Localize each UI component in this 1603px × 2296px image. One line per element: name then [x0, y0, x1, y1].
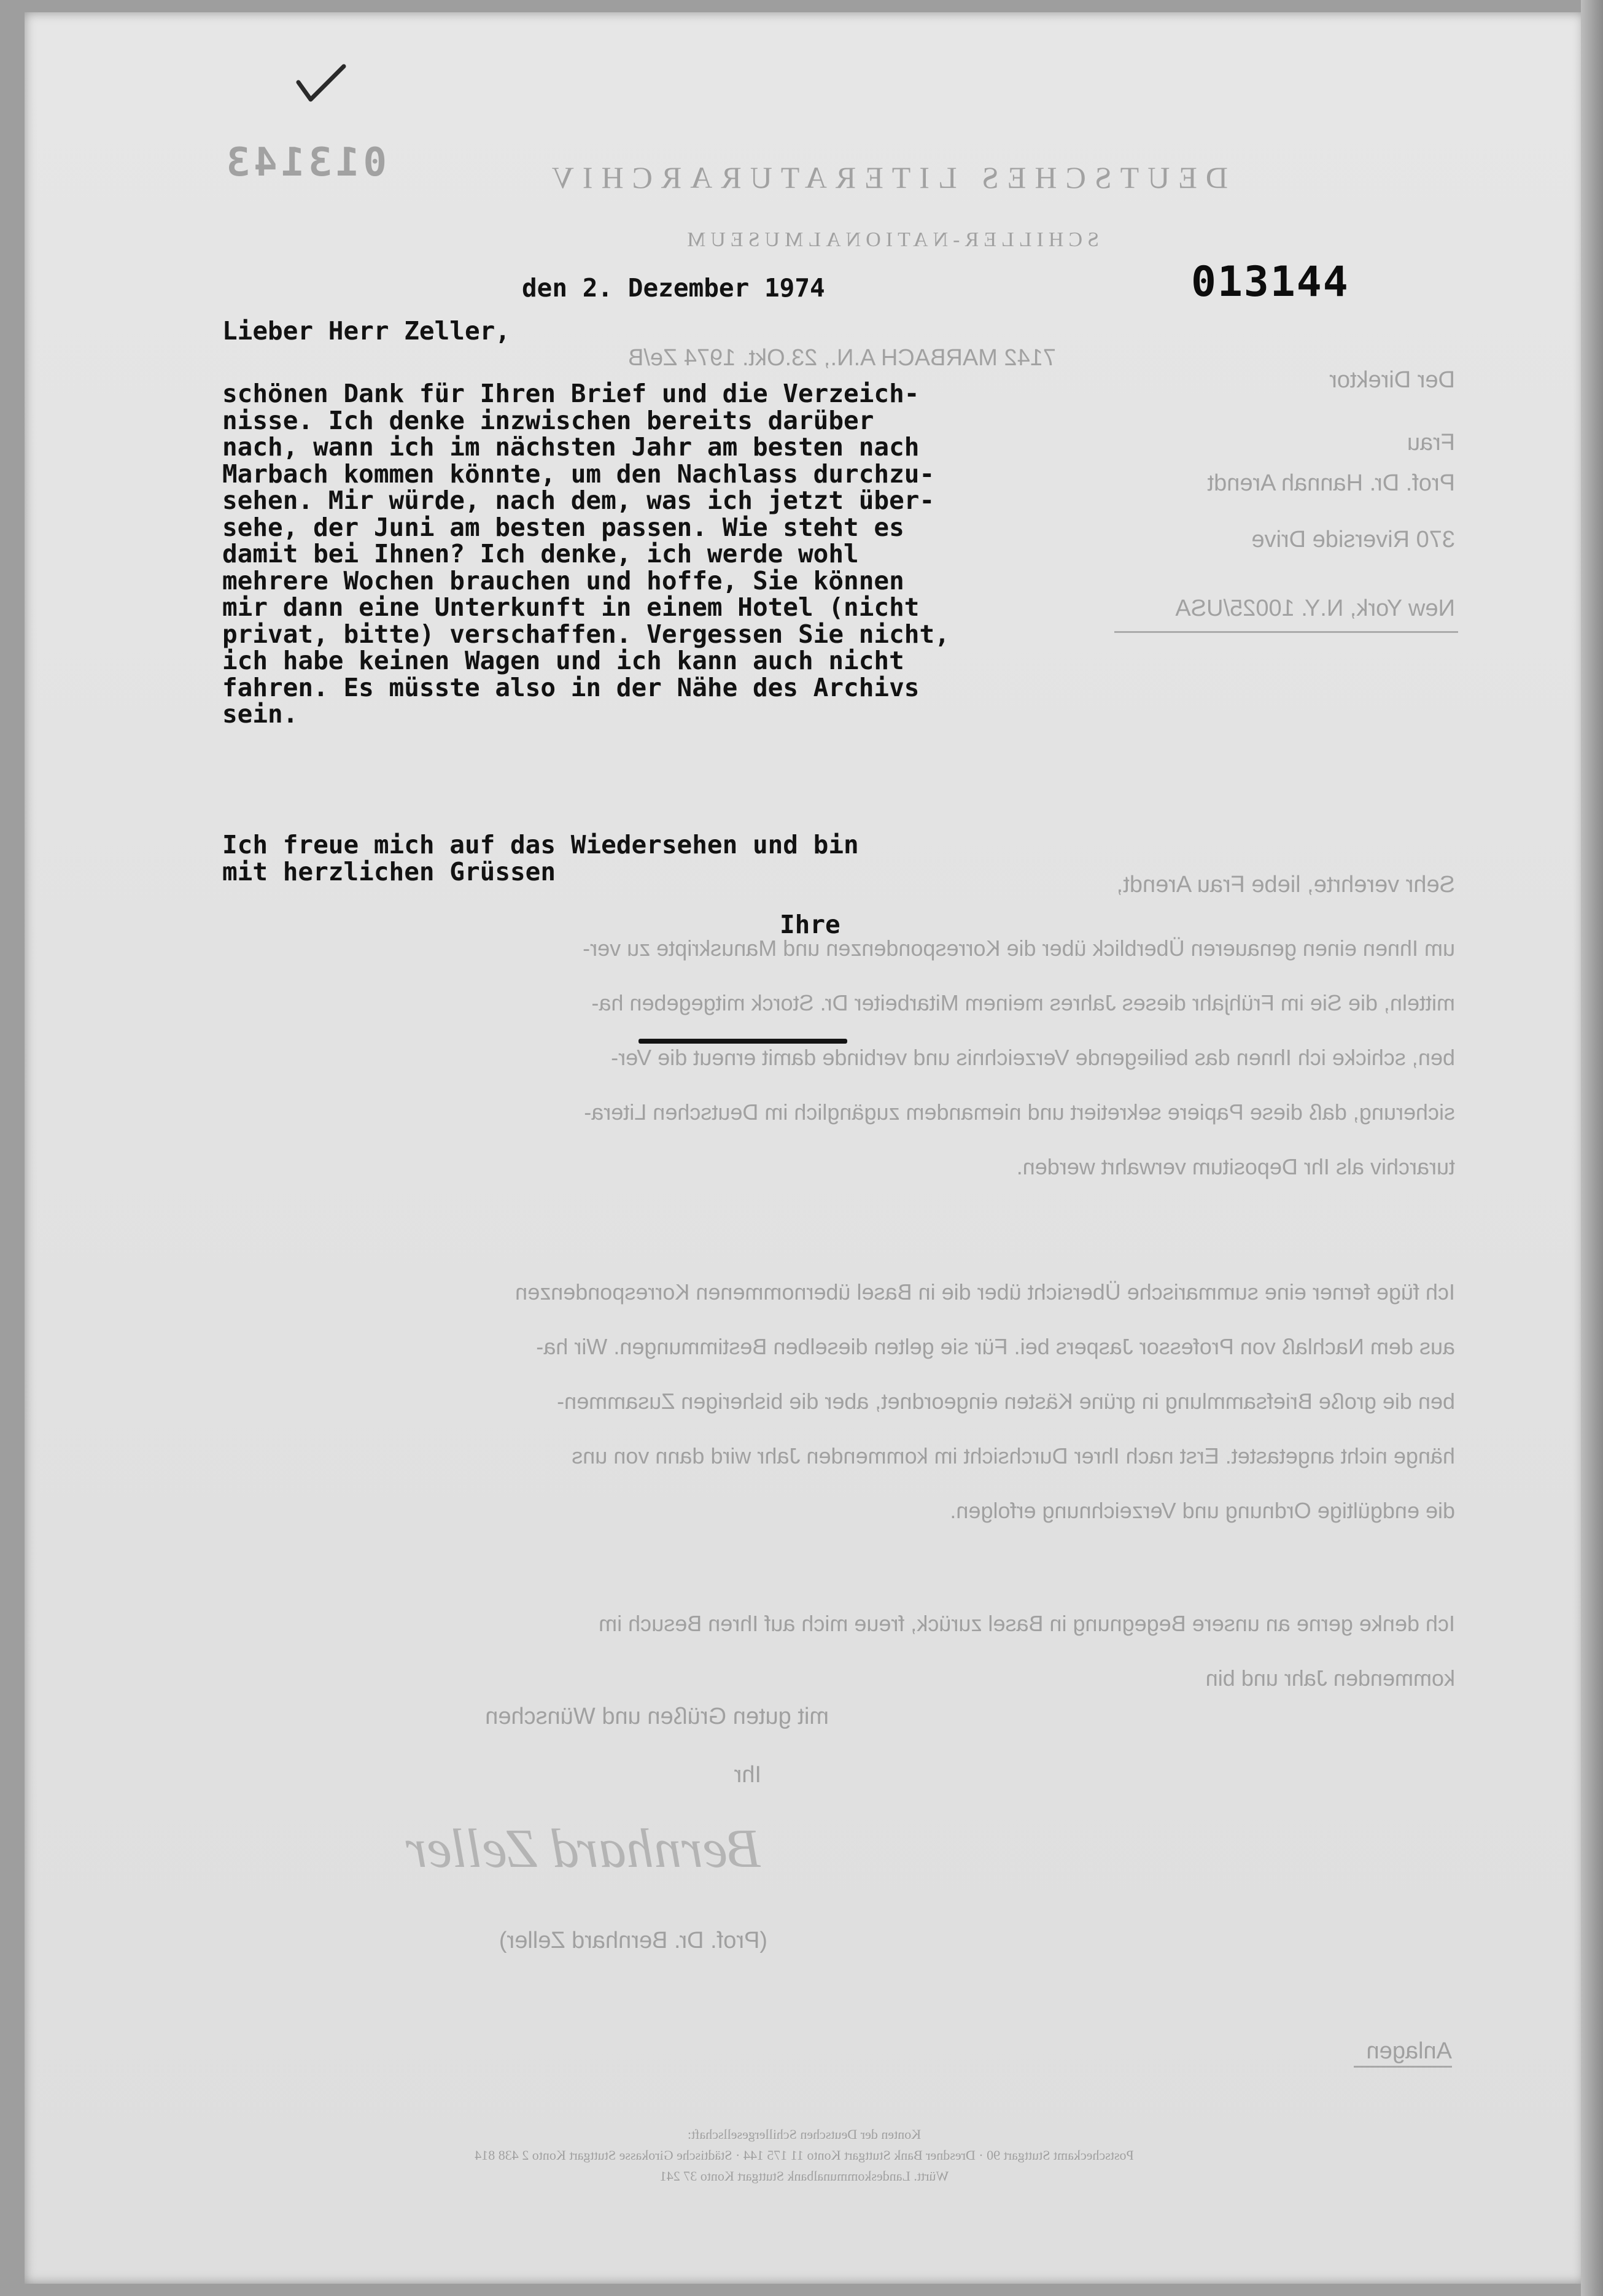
reverse-address-line: Prof. Dr. Hannah Arendt [1207, 470, 1455, 496]
letter-body [222, 381, 950, 728]
reverse-body-line: ben, schicke ich Ihnen das beiliegende Verzeichnis und verbinde damit erneut die Ver- [611, 1045, 1455, 1070]
reverse-body-line: kommenden Jahr und bin [1205, 1666, 1455, 1691]
body-line: schönen Dank für Ihren Brief und die Verzeich- [222, 379, 920, 408]
letter-salutation: Lieber Herr Zeller, [222, 316, 510, 346]
body-line: fahren. Es müsste also in der Nähe des Archivs [222, 672, 920, 702]
reverse-address-line: Frau [1407, 430, 1455, 456]
reverse-greeting: mit guten Grüßen und Wünschen [485, 1704, 829, 1729]
reverse-body-line: aus dem Nachlaß von Professor Jaspers bei. Für sie gelten dieselben Bestimmungen. Wir ha- [536, 1334, 1455, 1359]
reverse-footer-line: Postscheckamt Stuttgart 90 · Dresdner Bank Stuttgart Konto 11 175 144 · Städtische Girokasse Stuttgart Konto 2 438 814 [475, 2147, 1134, 2163]
body-line: nisse. Ich denke inzwischen bereits darüber [222, 405, 874, 435]
reverse-address-line: New York, N.Y. 10025/USA [1175, 595, 1455, 621]
closing-line: Ich freue mich auf das Wiedersehen und bin [222, 830, 859, 859]
reverse-sender: Der Direktor [1329, 367, 1455, 393]
body-line: damit bei Ihnen? Ich denke, ich werde wohl [222, 539, 859, 568]
document-number: 013144 [1191, 258, 1349, 306]
body-line: sein. [222, 699, 298, 729]
reverse-body-line: turarchiv als Ihr Depositum verwahrt werden. [1016, 1154, 1455, 1179]
reverse-body-line: hänge nicht angetastet. Erst nach Ihrer Durchsicht im kommenden Jahr wird dann von uns [572, 1443, 1455, 1468]
reverse-signature: Bernhard Zeller [405, 1818, 761, 1879]
reverse-footer-line: Württ. Landeskommunalbank Stuttgart Konto 37 241 [659, 2168, 949, 2184]
reverse-doc-number: 013143 [222, 140, 387, 185]
reverse-footer-line: Konten der Deutschen Schillergesellschaft: [687, 2127, 922, 2142]
reverse-greeting-2: Ihr [734, 1762, 761, 1788]
letter-date: den 2. Dezember 1974 [522, 273, 825, 303]
body-line: privat, bitte) verschaffen. Vergessen Sie nicht, [222, 619, 950, 649]
signature-line [638, 1039, 847, 1044]
closing-line: mit herzlichen Grüssen [222, 856, 556, 886]
reverse-place-date: 7142 MARBACH A.N., 23.Okt. 1974 Ze/B [628, 345, 1056, 371]
body-line: mehrere Wochen brauchen und hoffe, Sie können [222, 565, 904, 595]
reverse-signer: (Prof. Dr. Bernhard Zeller) [499, 1928, 767, 1953]
body-line: Marbach kommen könnte, um den Nachlass durchzu- [222, 459, 935, 489]
body-line: sehen. Mir würde, nach dem, was ich jetzt über- [222, 486, 935, 515]
reverse-address-line: 370 Riverside Drive [1251, 527, 1455, 553]
letter-sign-off: Ihre [780, 910, 840, 939]
body-line: sehe, der Juni am besten passen. Wie steht es [222, 512, 904, 542]
reverse-body-line: ben die große Briefsammlung in grüne Kästen eingeordnet, aber die bisherigen Zusammen- [557, 1389, 1455, 1414]
body-line: mir dann eine Unterkunft in einem Hotel (nicht [222, 592, 920, 622]
letter-front [25, 12, 1584, 2284]
letter-closing [222, 832, 859, 885]
letter-sheet [25, 12, 1584, 2284]
scan-edge [1581, 0, 1603, 2296]
reverse-body-line: die endgültige Ordnung und Verzeichnung erfolgen. [950, 1498, 1455, 1523]
reverse-letterhead-sub: SCHILLER-NATIONALMUSEUM [682, 228, 1099, 251]
reverse-body-line: Ich denke gerne an unsere Begegnung in Basel zurück, freue mich auf Ihren Besuch im [599, 1611, 1455, 1636]
reverse-body-line: mitteln, die Sie im Frühjahr dieses Jahres meinem Mitarbeiter Dr. Storck mitgegeben ha- [591, 990, 1455, 1015]
reverse-body-line: um Ihnen einen genaueren Überblick über die Korrespondenzen und Manuskripte zu ver- [583, 936, 1455, 961]
reverse-body-line: sicherung, daß diese Papiere sekretiert und niemandem zugänglich im Deutschen Litera- [584, 1100, 1455, 1125]
reverse-enclosure: Anlagen [1366, 2038, 1452, 2064]
reverse-salutation: Sehr verehrte, liebe Frau Arendt, [1116, 872, 1455, 898]
body-line: ich habe keinen Wagen und ich kann auch nicht [222, 646, 904, 675]
reverse-body-line: Ich füge ferner eine summarische Übersicht über die in Basel übernommenen Korrespondenzen [515, 1279, 1455, 1305]
reverse-letterhead: DEUTSCHES LITERATURARCHIV [543, 160, 1228, 195]
body-line: nach, wann ich im nächsten Jahr am besten nach [222, 432, 920, 462]
